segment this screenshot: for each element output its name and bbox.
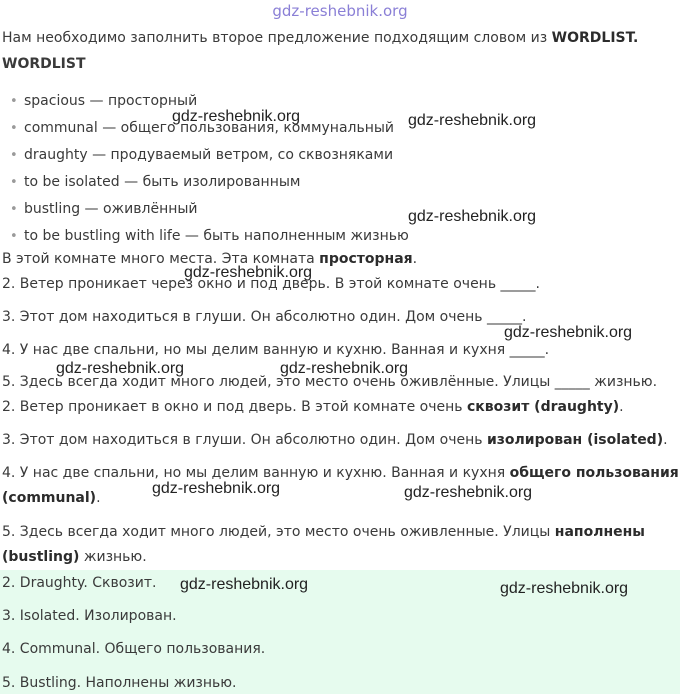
watermark: gdz-reshebnik.org [280, 360, 409, 377]
watermark: gdz-reshebnik.org [500, 580, 629, 597]
watermark: gdz-reshebnik.org [56, 360, 185, 377]
wordlist-item: bustling — оживлённый [24, 201, 198, 217]
answer-sentence [2, 524, 645, 540]
watermark: gdz-reshebnik.org [408, 208, 537, 225]
wordlist-item: to be isolated — быть изолированным [24, 174, 301, 190]
example-answer: просторная [319, 251, 413, 267]
summary-item: 4. Communal. Общего пользования. [2, 641, 266, 657]
answer-end: жизнью. [79, 549, 147, 565]
answer-word: изолирован (isolated) [486, 432, 664, 448]
answer-sentence-cont [2, 490, 101, 506]
wordlist-title: WORDLIST [2, 56, 86, 72]
example-end: . [412, 251, 418, 267]
task-sentence: 2. Ветер проникает через окно и под дверь. В этой комнате очень _____. [2, 276, 540, 292]
answer-text: 5. Здесь всегда ходит много людей, это место очень оживленные. Улицы [2, 524, 555, 540]
wordlist-item: to be bustling with life — быть наполненным жизнью [24, 228, 409, 244]
answer-word-en: (communal) [2, 490, 97, 506]
bullet-icon: • [10, 148, 18, 163]
task-sentence: 3. Этот дом находиться в глуши. Он абсолютно один. Дом очень _____. [2, 309, 527, 325]
bullet-icon: • [10, 94, 18, 109]
wordlist-item: communal — общего пользования, коммунальный [24, 120, 395, 136]
watermark: gdz-reshebnik.org [152, 480, 281, 497]
instruction-main: Нам необходимо заполнить второе предложение подходящим словом из [2, 30, 552, 46]
watermark: gdz-reshebnik.org [184, 264, 313, 281]
answer-word-en: (bustling) [2, 549, 80, 565]
task-sentence: 4. У нас две спальни, но мы делим ванную и кухню. Ванная и кухня _____. [2, 342, 550, 358]
answer-text: 2. Ветер проникает в окно и под дверь. В этой комнате очень [2, 399, 467, 415]
answer-text: 4. У нас две спальни, но мы делим ванную и кухню. Ванная и кухня [2, 465, 510, 481]
instruction-text [2, 30, 638, 46]
watermark: gdz-reshebnik.org [180, 576, 309, 593]
answer-end: . [663, 432, 668, 448]
watermark: gdz-reshebnik.org [504, 324, 633, 341]
instruction-bold: WORDLIST. [551, 30, 639, 46]
bullet-icon: • [10, 229, 18, 244]
summary-item: 3. Isolated. Изолирован. [2, 608, 177, 624]
bullet-icon: • [10, 175, 18, 190]
watermark: gdz-reshebnik.org [408, 112, 537, 129]
summary-item: 5. Bustling. Наполнены жизнью. [2, 675, 237, 691]
watermark: gdz-reshebnik.org [404, 484, 533, 501]
answer-sentence [2, 432, 668, 448]
example-text: В этой комнате много места. Эта комната [2, 251, 320, 267]
answer-word: наполнены [554, 524, 645, 540]
wordlist-item: draughty — продуваемый ветром, со сквозняками [24, 147, 394, 163]
bullet-icon: • [10, 202, 18, 217]
task-sentence: 5. Здесь всегда ходит много людей, это место очень оживлённые. Улицы _____ жизнью. [2, 374, 658, 390]
bullet-icon: • [10, 121, 18, 136]
answer-end: . [96, 490, 101, 506]
summary-item: 2. Draughty. Сквозит. [2, 575, 157, 591]
watermark: gdz-reshebnik.org [172, 108, 301, 125]
answer-text: 3. Этот дом находиться в глуши. Он абсолютно один. Дом очень [2, 432, 487, 448]
answer-sentence-cont [2, 549, 147, 565]
wordlist-item: spacious — просторный [24, 93, 198, 109]
answer-word: общего пользования [509, 465, 679, 481]
answer-sentence [2, 465, 679, 481]
site-header[interactable]: gdz-reshebnik.org [272, 2, 408, 20]
answer-sentence [2, 399, 624, 415]
answer-word: сквозит (draughty) [466, 399, 620, 415]
answer-end: . [619, 399, 624, 415]
